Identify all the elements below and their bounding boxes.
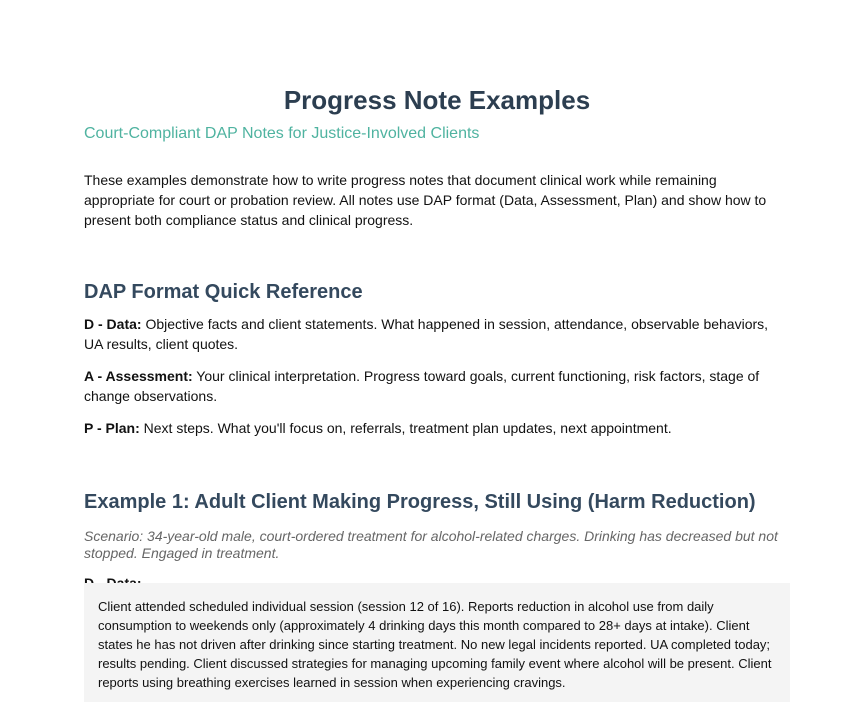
example-1-data-box bbox=[84, 583, 790, 702]
reference-term: P - Plan: bbox=[84, 420, 140, 436]
document-page bbox=[84, 84, 790, 702]
reference-text: Your clinical interpretation. Progress toward goals, current functioning, risk factors, stage of change observations. bbox=[84, 368, 760, 404]
reference-section-title: DAP Format Quick Reference bbox=[84, 281, 363, 303]
reference-item-data bbox=[84, 314, 790, 354]
reference-text: Objective facts and client statements. What happened in session, attendance, observable behaviors, UA results, client quotes. bbox=[84, 316, 769, 352]
reference-term: D - Data: bbox=[84, 316, 142, 332]
example-1-data-label bbox=[84, 576, 790, 583]
example-1-scenario: Scenario: 34-year-old male, court-ordered treatment for alcohol-related charges. Drinking has decreased but not stopped. Engaged in treatment. bbox=[84, 528, 778, 561]
reference-item-plan bbox=[84, 418, 790, 438]
page-title: Progress Note Examples bbox=[283, 85, 591, 115]
reference-item-assessment bbox=[84, 366, 790, 406]
page-subtitle: Court-Compliant DAP Notes for Justice-Involved Clients bbox=[84, 125, 480, 142]
example-1-title: Example 1: Adult Client Making Progress, Still Using (Harm Reduction) bbox=[84, 491, 756, 513]
reference-term: A - Assessment: bbox=[84, 368, 193, 384]
example-1-data-text: Client attended scheduled individual session (session 12 of 16). Reports reduction in alcohol use from daily consumption to weekends only (approximately 4 drinking days this month compared to 28+ days at intake). Client states he has not driven after drinking since starting treatment. No new legal incidents reported. UA completed today; results pending. Client discussed strategies for managing upcoming family event where alcohol will be present. Client reports using breathing exercises learned in session when experiencing cravings. bbox=[98, 599, 772, 690]
intro-paragraph: These examples demonstrate how to write progress notes that document clinical work while remaining appropriate for court or probation review. All notes use DAP format (Data, Assessment, Plan) and show how to present both compliance status and clinical progress. bbox=[84, 172, 767, 228]
reference-text: Next steps. What you'll focus on, referrals, treatment plan updates, next appointment. bbox=[139, 420, 672, 436]
